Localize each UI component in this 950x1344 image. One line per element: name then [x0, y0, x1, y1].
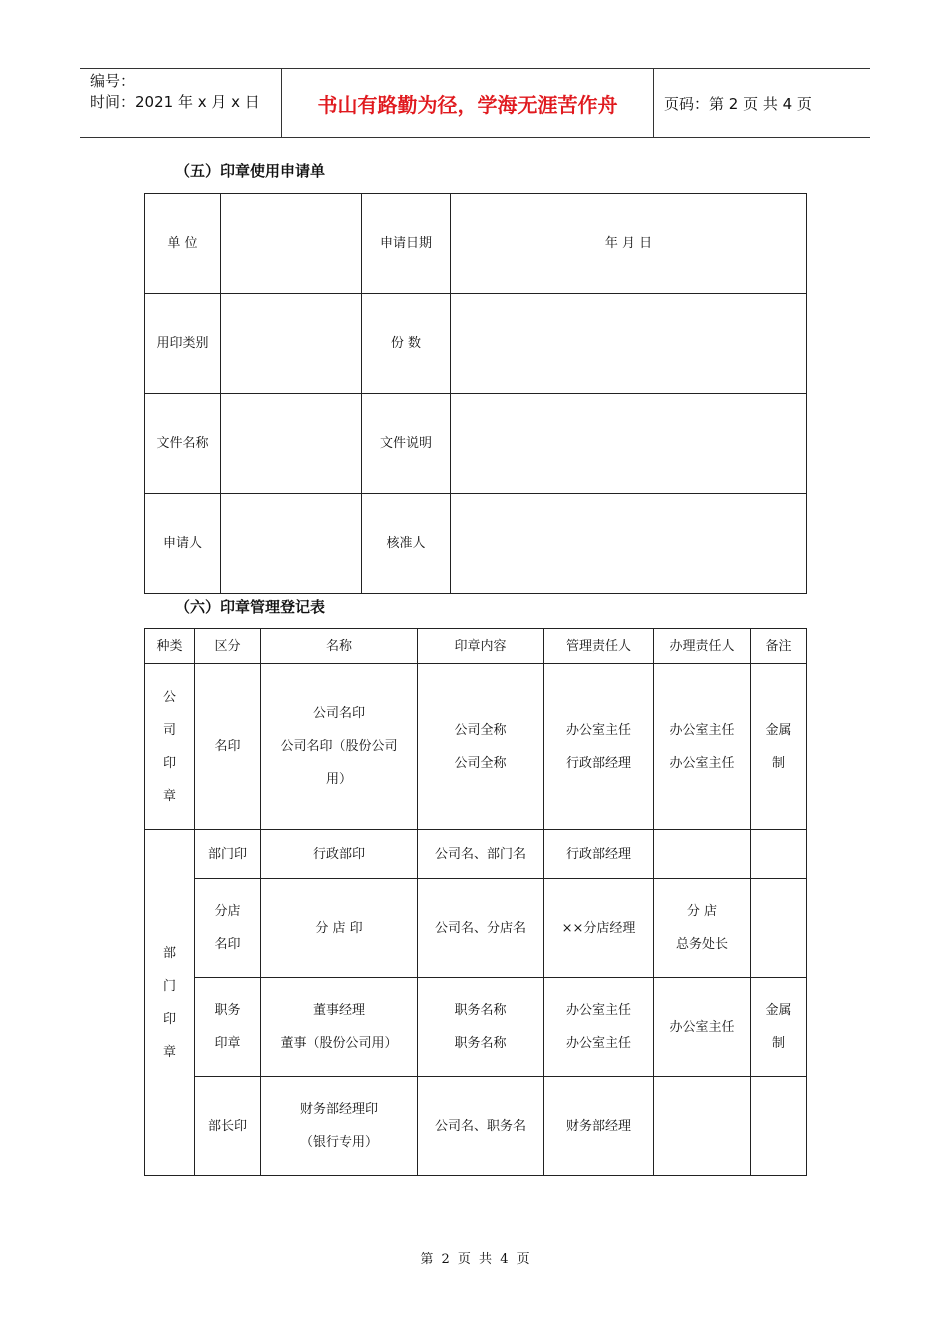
content-cell	[418, 978, 544, 1077]
name-cell	[261, 978, 418, 1077]
registry-row	[145, 830, 807, 879]
header-meta	[80, 69, 282, 137]
registry-row	[145, 664, 807, 830]
zone-cell-line: 分店	[214, 904, 241, 919]
form-label: 申请日期	[362, 194, 451, 294]
content-cell-line: 公司名、分店名	[434, 920, 526, 936]
note-cell	[751, 830, 807, 879]
application-form-title: （五）印章使用申请单	[175, 162, 326, 180]
name-cell-line: 用）	[325, 772, 352, 787]
form-field	[221, 394, 362, 494]
column-header: 备注	[751, 629, 807, 664]
form-field	[221, 494, 362, 594]
registry-header-row	[145, 629, 807, 664]
manager-cell-line: 办公室主任	[565, 1003, 631, 1018]
note-cell	[751, 1077, 807, 1176]
form-label: 文件说明	[362, 394, 451, 494]
name-cell-line: （银行专用）	[299, 1135, 378, 1150]
content-cell-line: 职务名称	[454, 1036, 507, 1051]
category-company-line: 印	[162, 755, 176, 771]
name-cell-line: 分 店 印	[315, 920, 363, 936]
name-cell-line: 董事经理	[312, 1003, 365, 1018]
content-cell	[418, 1077, 544, 1176]
form-field: 年 月 日	[451, 194, 807, 294]
handler-cell-line: 分 店	[686, 904, 718, 919]
form-row	[145, 194, 807, 294]
handler-cell	[654, 1077, 751, 1176]
content-cell-line: 公司名、部门名	[434, 846, 526, 862]
note-cell-line: 制	[771, 1036, 785, 1051]
form-row	[145, 394, 807, 494]
category-department	[145, 830, 195, 1176]
category-company-line: 章	[162, 788, 176, 804]
zone-cell-line: 印章	[214, 1036, 241, 1051]
zone-cell	[195, 978, 261, 1077]
form-label: 申请人	[145, 494, 221, 594]
content-cell-line: 职务名称	[454, 1003, 507, 1018]
content-cell	[418, 664, 544, 830]
form-field	[451, 394, 807, 494]
form-label: 核准人	[362, 494, 451, 594]
zone-cell-line: 职务	[214, 1003, 241, 1018]
category-company	[145, 664, 195, 830]
handler-cell-line: 办公室主任	[669, 1019, 735, 1035]
content-cell-line: 公司全称	[454, 755, 507, 771]
handler-cell-line: 总务处长	[675, 937, 728, 952]
handler-cell	[654, 978, 751, 1077]
form-label: 份 数	[362, 294, 451, 394]
manager-cell	[544, 830, 654, 879]
zone-cell-line: 名印	[214, 937, 241, 952]
form-label: 用印类别	[145, 294, 221, 394]
content-cell-line: 公司全称	[454, 722, 507, 738]
note-cell	[751, 879, 807, 978]
name-cell-line: 行政部印	[312, 846, 365, 862]
name-cell-line: 财务部经理印	[299, 1102, 378, 1117]
content-cell	[418, 879, 544, 978]
name-cell	[261, 1077, 418, 1176]
manager-cell-line: 行政部经理	[565, 755, 631, 771]
name-cell-line: 董事（股份公司用）	[280, 1036, 398, 1051]
manager-cell-line: ××分店经理	[561, 920, 636, 936]
zone-cell-line: 部门印	[207, 846, 247, 862]
content-cell-line: 公司名、职务名	[434, 1118, 526, 1134]
note-cell-line: 金属	[765, 1003, 792, 1018]
handler-cell-line: 办公室主任	[669, 722, 735, 738]
motto: 书山有路勤为径，学海无涯苦作舟	[282, 69, 654, 137]
name-cell-line: 公司名印（股份公司	[280, 739, 398, 754]
content-cell	[418, 830, 544, 879]
category-department-line: 章	[162, 1044, 176, 1060]
column-header: 印章内容	[418, 629, 544, 664]
name-cell	[261, 830, 418, 879]
category-company-line: 司	[162, 722, 176, 738]
page-header	[80, 68, 870, 138]
category-company-line: 公	[162, 689, 176, 705]
zone-cell-line: 部长印	[207, 1118, 247, 1134]
manager-cell	[544, 879, 654, 978]
serial-label: 编号：	[90, 72, 136, 90]
seal-registry-table	[144, 628, 807, 1176]
zone-cell	[195, 664, 261, 830]
column-header: 区分	[195, 629, 261, 664]
page-info: 页码：第 2 页 共 4 页	[664, 94, 812, 113]
zone-cell	[195, 879, 261, 978]
page-footer: 第 2 页 共 4 页	[420, 1252, 530, 1267]
manager-cell-line: 行政部经理	[565, 846, 631, 862]
note-cell-line: 金属	[765, 722, 792, 738]
form-label: 文件名称	[145, 394, 221, 494]
handler-cell	[654, 879, 751, 978]
handler-cell	[654, 830, 751, 879]
category-department-line: 门	[162, 978, 176, 994]
form-field	[221, 294, 362, 394]
application-form-table	[144, 193, 807, 594]
handler-cell	[654, 664, 751, 830]
name-cell	[261, 664, 418, 830]
column-header: 名称	[261, 629, 418, 664]
manager-cell	[544, 1077, 654, 1176]
manager-cell-line: 办公室主任	[565, 722, 631, 738]
registry-title: （六）印章管理登记表	[175, 598, 326, 616]
form-field	[451, 494, 807, 594]
form-field	[221, 194, 362, 294]
column-header: 种类	[145, 629, 195, 664]
name-cell	[261, 879, 418, 978]
registry-row	[145, 1077, 807, 1176]
category-department-line: 印	[162, 1011, 176, 1027]
time-line: 时间：2021 年 x 月 x 日	[90, 93, 260, 111]
form-row	[145, 294, 807, 394]
handler-cell-line: 办公室主任	[669, 755, 735, 771]
form-label: 单 位	[145, 194, 221, 294]
manager-cell-line: 财务部经理	[565, 1118, 631, 1134]
zone-cell	[195, 830, 261, 879]
column-header: 办理责任人	[654, 629, 751, 664]
manager-cell	[544, 978, 654, 1077]
note-cell	[751, 664, 807, 830]
name-cell-line: 公司名印	[312, 706, 365, 721]
manager-cell	[544, 664, 654, 830]
column-header: 管理责任人	[544, 629, 654, 664]
form-row	[145, 494, 807, 594]
manager-cell-line: 办公室主任	[565, 1036, 631, 1051]
note-cell-line: 制	[771, 755, 785, 771]
form-field	[451, 294, 807, 394]
category-department-line: 部	[162, 945, 176, 961]
zone-cell	[195, 1077, 261, 1176]
registry-row	[145, 879, 807, 978]
zone-cell-line: 名印	[214, 739, 241, 754]
registry-row	[145, 978, 807, 1077]
note-cell	[751, 978, 807, 1077]
